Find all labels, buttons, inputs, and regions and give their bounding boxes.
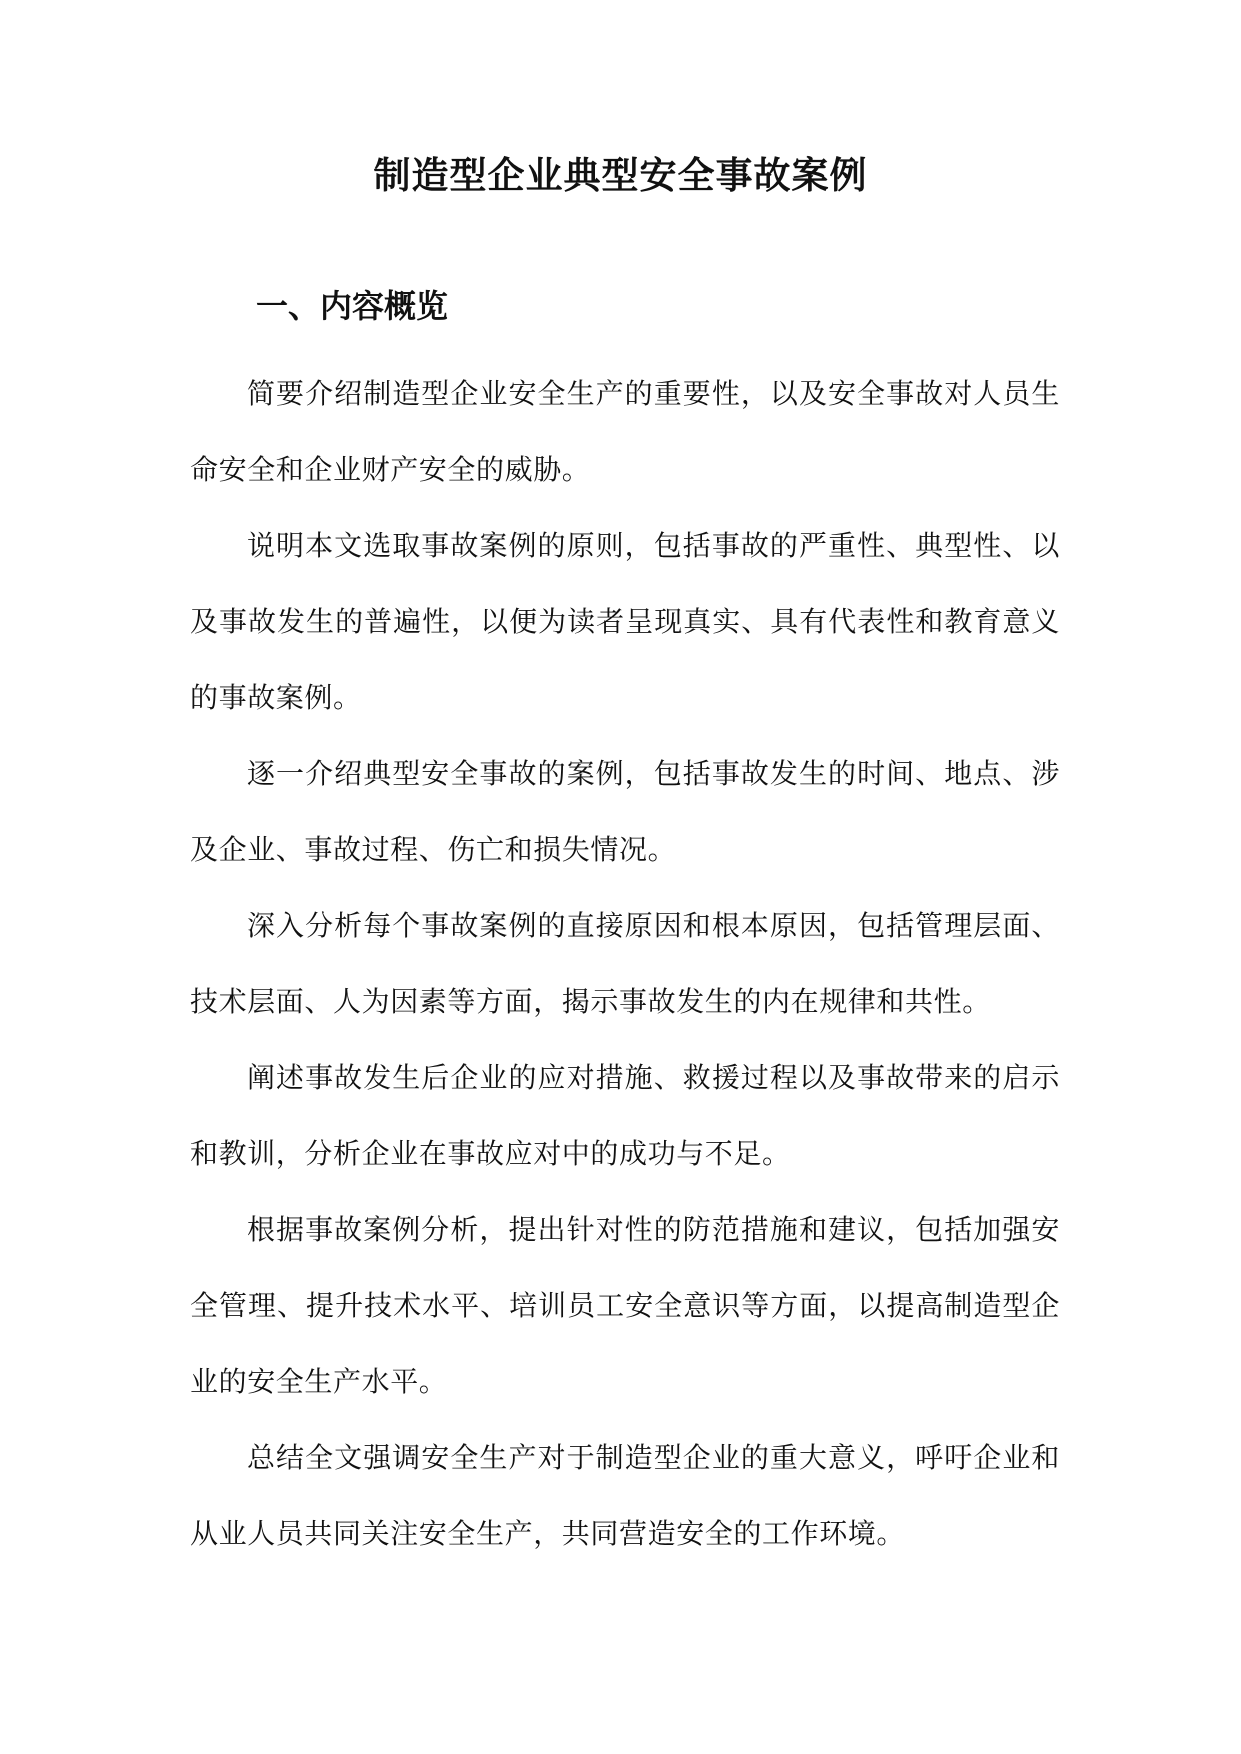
paragraph-prevention-suggestions: 根据事故案例分析，提出针对性的防范措施和建议，包括加强安全管理、提升技术水平、培训员工安全意识等方面，以提高制造型企业的安全生产水平。: [190, 1213, 1060, 1398]
paragraph-selection-principles: 说明本文选取事故案例的原则，包括事故的严重性、典型性、以及事故发生的普遍性，以便为读者呈现真实、具有代表性和教育意义的事故案例。: [190, 529, 1060, 714]
body-text: [190, 356, 1060, 1572]
section-heading: 一、内容概览: [256, 287, 449, 325]
paragraph-response-measures: 阐述事故发生后企业的应对措施、救援过程以及事故带来的启示和教训，分析企业在事故应对中的成功与不足。: [190, 1061, 1060, 1170]
document-title: 制造型企业典型安全事故案例: [373, 154, 868, 197]
paragraph-intro: 简要介绍制造型企业安全生产的重要性，以及安全事故对人员生命安全和企业财产安全的威胁。: [190, 377, 1060, 486]
paragraph-conclusion: 总结全文强调安全生产对于制造型企业的重大意义，呼吁企业和从业人员共同关注安全生产，共同营造安全的工作环境。: [190, 1441, 1060, 1550]
paragraph-case-introduction: 逐一介绍典型安全事故的案例，包括事故发生的时间、地点、涉及企业、事故过程、伤亡和损失情况。: [190, 757, 1060, 866]
paragraph-cause-analysis: 深入分析每个事故案例的直接原因和根本原因，包括管理层面、技术层面、人为因素等方面，揭示事故发生的内在规律和共性。: [190, 909, 1060, 1018]
